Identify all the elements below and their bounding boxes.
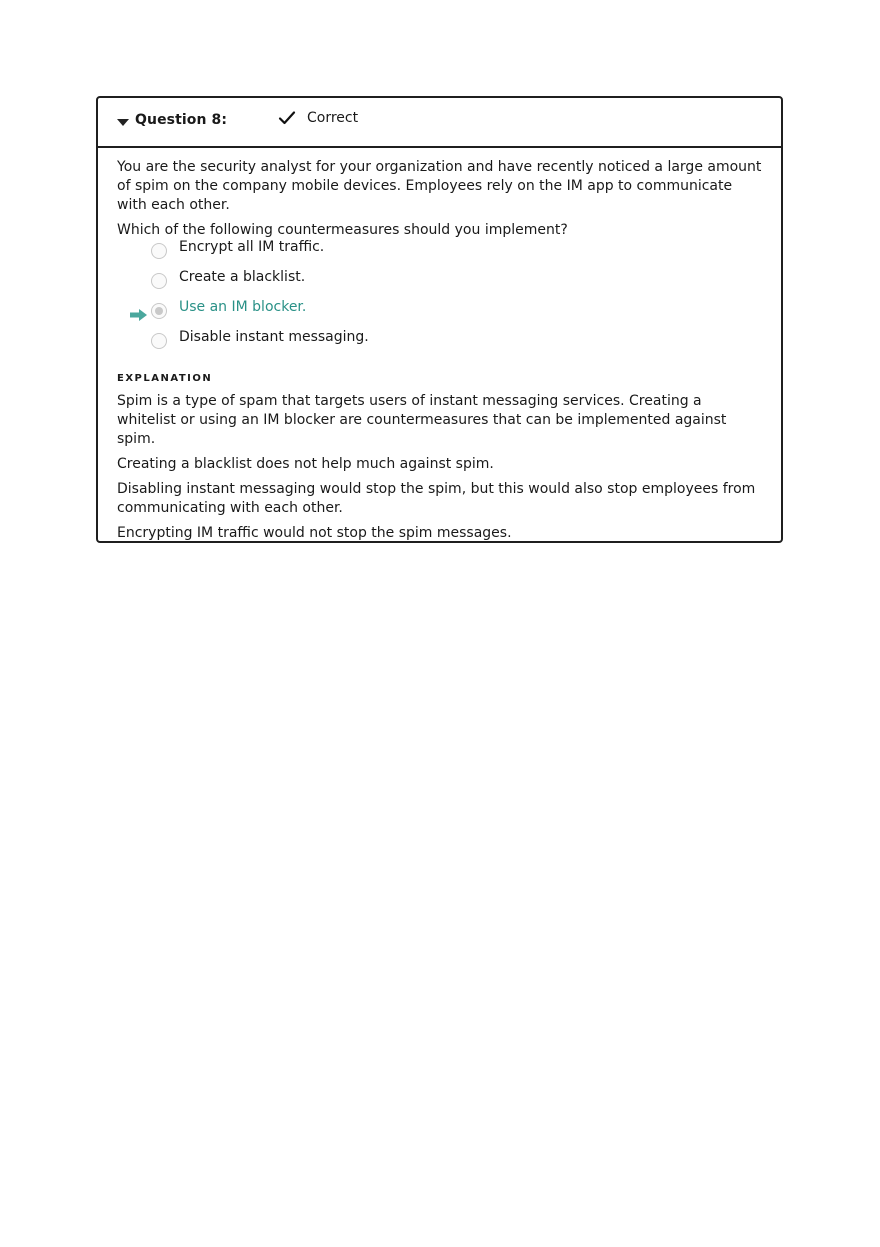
radio-button[interactable] (151, 333, 167, 349)
answer-option[interactable] (98, 328, 758, 354)
status-label: Correct (307, 110, 359, 126)
question-prompt: You are the security analyst for your organization and have recently noticed a large amount of spim on the company mobile devices. Employees rely on the IM app to communicate with each other. (117, 159, 762, 213)
explanation-paragraph: Encrypting IM traffic would not stop the spim messages. (117, 525, 512, 541)
checkmark-icon (278, 109, 296, 127)
answer-option-label: Encrypt all IM traffic. (179, 239, 325, 255)
answer-option-label: Create a blacklist. (179, 269, 306, 285)
question-header (98, 98, 781, 148)
explanation-body (117, 392, 762, 549)
explanation-paragraph: Spim is a type of spam that targets users of instant messaging services. Creating a whitelist or using an IM blocker are countermeasures that can be implemented against spim. (117, 393, 727, 447)
answer-option-label: Disable instant messaging. (179, 329, 369, 345)
radio-button-selected[interactable] (151, 303, 167, 319)
explanation-paragraph: Disabling instant messaging would stop the spim, but this would also stop employees from communicating with each other. (117, 481, 756, 516)
answer-option-selected[interactable] (98, 298, 758, 324)
radio-button[interactable] (151, 243, 167, 259)
question-title: Question 8: (135, 112, 228, 128)
arrow-right-icon (130, 306, 147, 318)
answer-option-label-correct: Use an IM blocker. (179, 299, 307, 315)
question-card (96, 96, 783, 543)
explanation-paragraph: Creating a blacklist does not help much against spim. (117, 456, 494, 472)
radio-button[interactable] (151, 273, 167, 289)
caret-down-icon[interactable] (116, 114, 130, 128)
question-body (117, 158, 762, 246)
answer-option[interactable] (98, 238, 758, 264)
explanation-heading: EXPLANATION (117, 373, 213, 384)
answer-option[interactable] (98, 268, 758, 294)
question-ask: Which of the following countermeasures should you implement? (117, 222, 568, 238)
